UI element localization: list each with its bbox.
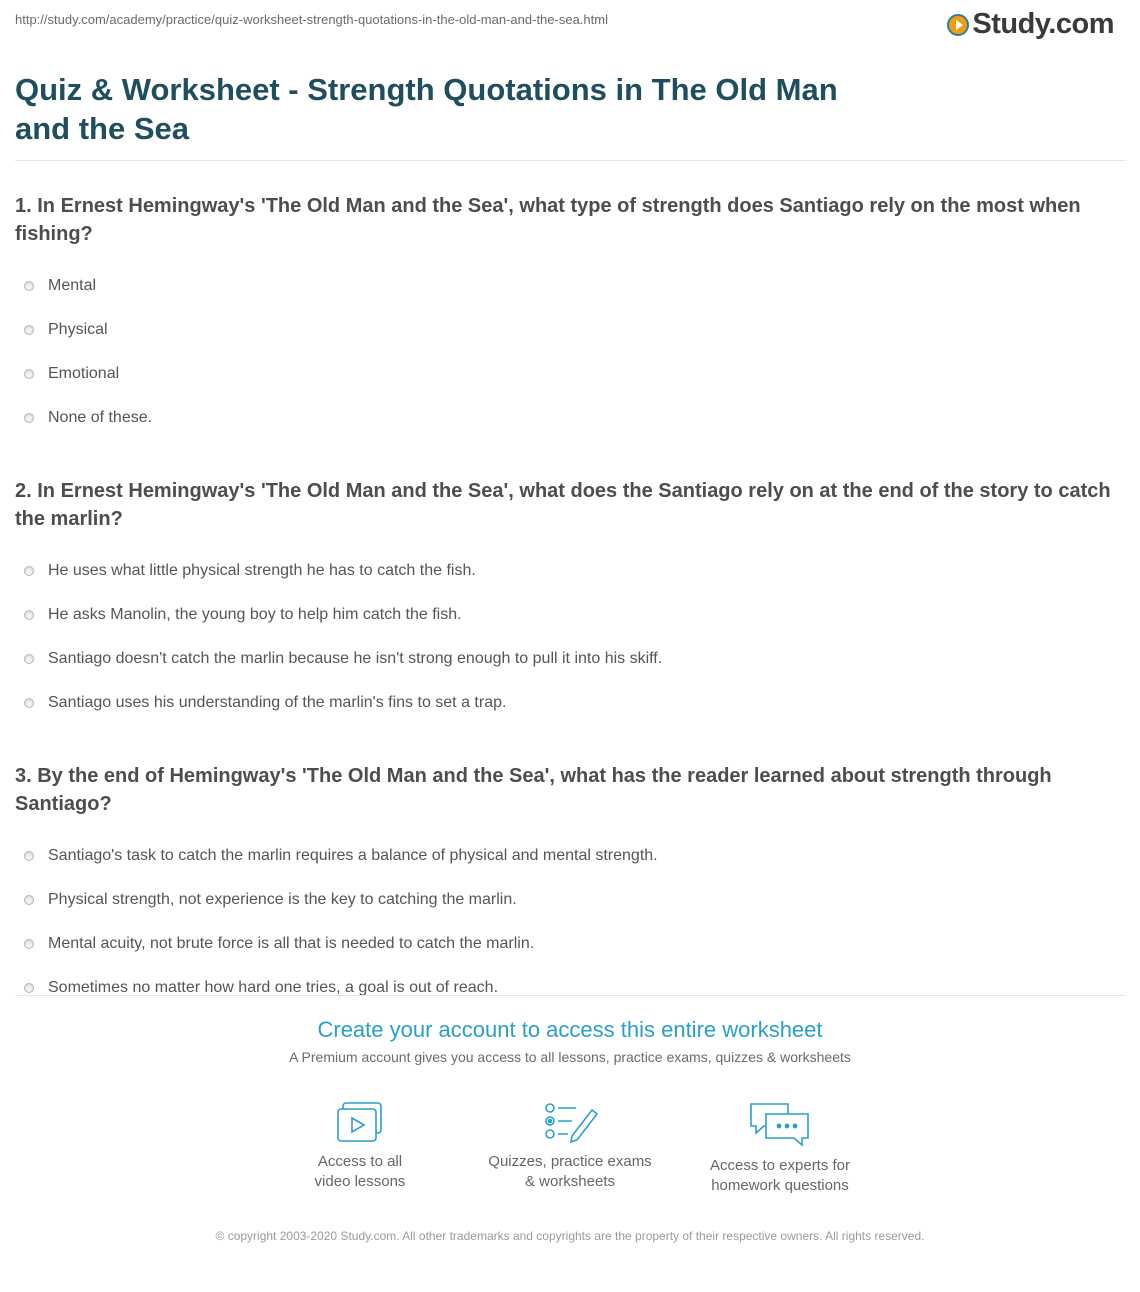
radio-button[interactable] (24, 983, 34, 993)
radio-button[interactable] (24, 325, 34, 335)
radio-button[interactable] (24, 610, 34, 620)
answer-label: Sometimes no matter how hard one tries, a goal is out of reach. (48, 979, 499, 996)
answer-option[interactable] (15, 549, 1125, 593)
answer-option[interactable] (15, 637, 1125, 681)
feature-quizzes (480, 1100, 660, 1196)
copyright-footer: © copyright 2003-2020 Study.com. All other trademarks and copyrights are the property of their respective owners. All rights reserved. (215, 1229, 925, 1243)
create-account-link[interactable]: Create your account to access this entire worksheet (317, 1017, 823, 1042)
answer-label: He uses what little physical strength he has to catch the fish. (48, 562, 476, 579)
question-1 (15, 192, 1125, 440)
question-text: 1. In Ernest Hemingway's 'The Old Man and the Sea', what type of strength does Santiago rely on the most when fishing? (15, 195, 1081, 245)
radio-button[interactable] (24, 698, 34, 708)
answer-option[interactable] (15, 396, 1125, 440)
answer-option[interactable] (15, 966, 1125, 1010)
answer-option[interactable] (15, 352, 1125, 396)
feature-label: Access to experts for homework questions (709, 1157, 851, 1194)
page-title: Quiz & Worksheet - Strength Quotations in The Old Man and the Sea (15, 72, 838, 146)
play-logo-icon (947, 14, 969, 36)
answer-list (15, 834, 1125, 1010)
radio-button[interactable] (24, 851, 34, 861)
feature-video-lessons (270, 1100, 450, 1196)
study-logo[interactable] (947, 8, 1114, 41)
feature-list (270, 1100, 870, 1196)
feature-label: Access to all video lessons (314, 1153, 406, 1190)
answer-label: Emotional (48, 365, 120, 382)
radio-button[interactable] (24, 939, 34, 949)
answer-option[interactable] (15, 878, 1125, 922)
answer-label: Santiago uses his understanding of the marlin's fins to set a trap. (48, 694, 507, 711)
answer-option[interactable] (15, 681, 1125, 725)
cta-subtitle: A Premium account gives you access to all lessons, practice exams, quizzes & worksheets (289, 1049, 851, 1065)
radio-button[interactable] (24, 895, 34, 905)
feature-label: Quizzes, practice exams & worksheets (488, 1153, 652, 1190)
page-url: http://study.com/academy/practice/quiz-worksheet-strength-quotations-in-the-old-man-and-the-sea.html (15, 12, 608, 27)
radio-button[interactable] (24, 369, 34, 379)
chat-bubbles-icon (748, 1100, 812, 1148)
answer-label: Mental acuity, not brute force is all that is needed to catch the marlin. (48, 935, 535, 952)
question-3 (15, 762, 1125, 1010)
answer-option[interactable] (15, 593, 1125, 637)
radio-button[interactable] (24, 654, 34, 664)
answer-label: Physical (48, 321, 108, 338)
divider (15, 995, 1125, 996)
answer-label: None of these. (48, 409, 153, 426)
radio-button[interactable] (24, 413, 34, 423)
answer-label: He asks Manolin, the young boy to help him catch the fish. (48, 606, 462, 623)
feature-experts (690, 1100, 870, 1196)
question-2 (15, 477, 1125, 725)
logo-text: Study.com (972, 8, 1114, 40)
video-lessons-icon (334, 1100, 386, 1144)
answer-label: Mental (48, 277, 97, 294)
answer-list (15, 549, 1125, 725)
answer-option[interactable] (15, 308, 1125, 352)
question-list (15, 192, 1125, 1047)
answer-label: Santiago's task to catch the marlin requires a balance of physical and mental strength. (48, 847, 658, 864)
answer-label: Santiago doesn't catch the marlin because he isn't strong enough to pull it into his skiff. (48, 650, 663, 667)
question-text: 3. By the end of Hemingway's 'The Old Man and the Sea', what has the reader learned about strength through Santiago? (15, 765, 1052, 815)
answer-label: Physical strength, not experience is the key to catching the marlin. (48, 891, 517, 908)
radio-button[interactable] (24, 566, 34, 576)
divider (15, 160, 1125, 161)
quiz-checklist-icon (542, 1100, 598, 1144)
question-text: 2. In Ernest Hemingway's 'The Old Man and the Sea', what does the Santiago rely on at the end of the story to catch the marlin? (15, 480, 1111, 530)
radio-button[interactable] (24, 281, 34, 291)
answer-option[interactable] (15, 264, 1125, 308)
answer-option[interactable] (15, 922, 1125, 966)
answer-list (15, 264, 1125, 440)
answer-option[interactable] (15, 834, 1125, 878)
